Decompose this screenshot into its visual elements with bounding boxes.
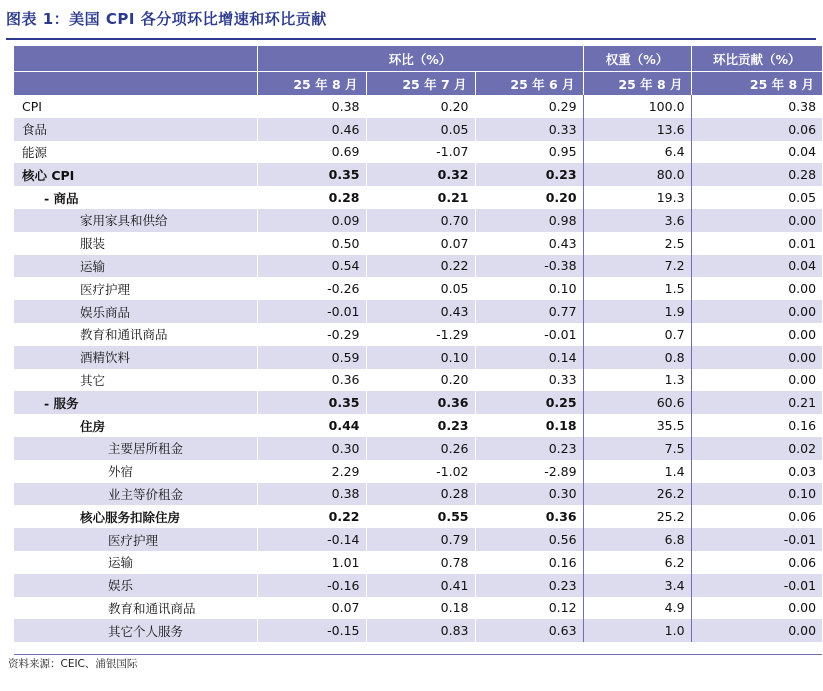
row-value: 100.0 — [583, 95, 691, 118]
row-value: 0.56 — [475, 528, 583, 551]
table-row — [14, 300, 822, 323]
row-value: 0.21 — [691, 391, 822, 414]
row-label: 服装 — [14, 232, 257, 255]
row-value: 0.33 — [475, 118, 583, 141]
row-label: 酒精饮料 — [14, 346, 257, 369]
table-row — [14, 437, 822, 460]
row-value: 0.20 — [475, 186, 583, 209]
row-label: 其它 — [14, 369, 257, 392]
row-label: 运输 — [14, 551, 257, 574]
row-value: 0.32 — [366, 163, 475, 186]
row-label: 主要居所租金 — [14, 437, 257, 460]
row-label: - 服务 — [14, 391, 257, 414]
row-value: 0.41 — [366, 574, 475, 597]
row-value: 4.9 — [583, 597, 691, 620]
row-value: 1.3 — [583, 369, 691, 392]
row-value: 0.07 — [366, 232, 475, 255]
row-value: 1.0 — [583, 619, 691, 642]
row-label: 外宿 — [14, 460, 257, 483]
row-value: 0.23 — [366, 414, 475, 437]
row-value: 80.0 — [583, 163, 691, 186]
header-weight-group: 权重（%） — [583, 46, 691, 72]
row-value: -1.29 — [366, 323, 475, 346]
table-row — [14, 95, 822, 118]
row-value: 3.4 — [583, 574, 691, 597]
row-value: 0.01 — [691, 232, 822, 255]
row-value: 0.70 — [366, 209, 475, 232]
row-value: 0.12 — [475, 597, 583, 620]
row-value: 0.8 — [583, 346, 691, 369]
row-value: 0.63 — [475, 619, 583, 642]
row-value: 1.4 — [583, 460, 691, 483]
table-row — [14, 460, 822, 483]
row-value: 0.50 — [257, 232, 366, 255]
row-value: 0.79 — [366, 528, 475, 551]
header-col-weight-aug: 25 年 8 月 — [583, 72, 691, 96]
row-value: 0.69 — [257, 141, 366, 164]
row-value: 0.38 — [691, 95, 822, 118]
row-value: 0.14 — [475, 346, 583, 369]
row-value: -0.29 — [257, 323, 366, 346]
row-label: 医疗护理 — [14, 528, 257, 551]
row-value: 19.3 — [583, 186, 691, 209]
figure-title: 图表 1：美国 CPI 各分项环比增速和环比贡献 — [6, 10, 327, 28]
row-value: 13.6 — [583, 118, 691, 141]
row-value: -2.89 — [475, 460, 583, 483]
table-row — [14, 232, 822, 255]
row-value: 26.2 — [583, 483, 691, 506]
row-label: 业主等价租金 — [14, 483, 257, 506]
row-value: 0.04 — [691, 141, 822, 164]
row-value: 0.98 — [475, 209, 583, 232]
row-label: - 商品 — [14, 186, 257, 209]
row-value: 0.07 — [257, 597, 366, 620]
row-value: 0.00 — [691, 369, 822, 392]
row-value: 0.00 — [691, 346, 822, 369]
row-value: 0.00 — [691, 323, 822, 346]
table-row — [14, 369, 822, 392]
row-label: 教育和通讯商品 — [14, 323, 257, 346]
row-value: 7.5 — [583, 437, 691, 460]
row-value: 0.43 — [475, 232, 583, 255]
row-value: 0.38 — [257, 483, 366, 506]
row-value: 6.2 — [583, 551, 691, 574]
row-value: 0.21 — [366, 186, 475, 209]
row-value: 6.8 — [583, 528, 691, 551]
row-label: 娱乐 — [14, 574, 257, 597]
row-value: -1.02 — [366, 460, 475, 483]
table-row — [14, 574, 822, 597]
row-value: 0.16 — [691, 414, 822, 437]
row-label: 核心 CPI — [14, 163, 257, 186]
table-row — [14, 483, 822, 506]
row-value: 0.28 — [257, 186, 366, 209]
source-note: 资料来源：CEIC、浦银国际 — [8, 658, 138, 670]
row-value: 0.00 — [691, 619, 822, 642]
header-sub-blank — [14, 72, 257, 96]
row-value: 0.59 — [257, 346, 366, 369]
row-value: 0.54 — [257, 255, 366, 278]
row-value: 0.44 — [257, 414, 366, 437]
row-label: 住房 — [14, 414, 257, 437]
title-rule — [6, 38, 816, 40]
row-value: 1.5 — [583, 277, 691, 300]
table-row — [14, 505, 822, 528]
table-row — [14, 619, 822, 642]
row-value: 0.05 — [691, 186, 822, 209]
row-value: 1.01 — [257, 551, 366, 574]
row-value: 0.7 — [583, 323, 691, 346]
row-value: 0.36 — [366, 391, 475, 414]
table-row — [14, 551, 822, 574]
row-value: 2.5 — [583, 232, 691, 255]
table-body — [14, 95, 822, 642]
row-value: 0.78 — [366, 551, 475, 574]
row-value: 0.00 — [691, 300, 822, 323]
table-row — [14, 209, 822, 232]
table-row — [14, 597, 822, 620]
row-value: 0.33 — [475, 369, 583, 392]
header-col-jun: 25 年 6 月 — [475, 72, 583, 96]
row-value: 0.38 — [257, 95, 366, 118]
row-label: 运输 — [14, 255, 257, 278]
row-value: -0.26 — [257, 277, 366, 300]
row-value: 0.28 — [366, 483, 475, 506]
row-value: 0.09 — [257, 209, 366, 232]
header-blank — [14, 46, 257, 72]
row-value: 0.16 — [475, 551, 583, 574]
row-value: 0.36 — [475, 505, 583, 528]
row-value: 0.06 — [691, 505, 822, 528]
row-value: 0.35 — [257, 163, 366, 186]
bottom-rule — [14, 654, 822, 655]
row-label: 其它个人服务 — [14, 619, 257, 642]
row-value: 0.46 — [257, 118, 366, 141]
row-value: -0.15 — [257, 619, 366, 642]
row-value: 0.22 — [366, 255, 475, 278]
header-col-aug: 25 年 8 月 — [257, 72, 366, 96]
row-label: 核心服务扣除住房 — [14, 505, 257, 528]
row-value: 0.23 — [475, 437, 583, 460]
row-value: 0.10 — [691, 483, 822, 506]
row-value: 0.95 — [475, 141, 583, 164]
row-value: 0.23 — [475, 163, 583, 186]
row-value: -0.01 — [691, 574, 822, 597]
row-value: 0.20 — [366, 95, 475, 118]
table-row — [14, 391, 822, 414]
table-row — [14, 118, 822, 141]
row-value: 2.29 — [257, 460, 366, 483]
row-value: 3.6 — [583, 209, 691, 232]
row-value: -1.07 — [366, 141, 475, 164]
row-value: 25.2 — [583, 505, 691, 528]
table-row — [14, 414, 822, 437]
header-mom-group: 环比（%） — [257, 46, 583, 72]
row-value: 0.26 — [366, 437, 475, 460]
table-row — [14, 346, 822, 369]
row-value: 0.43 — [366, 300, 475, 323]
row-value: 0.29 — [475, 95, 583, 118]
row-value: 0.06 — [691, 551, 822, 574]
header-col-jul: 25 年 7 月 — [366, 72, 475, 96]
row-label: 教育和通讯商品 — [14, 597, 257, 620]
table-row — [14, 277, 822, 300]
row-value: 0.10 — [475, 277, 583, 300]
row-value: 0.28 — [691, 163, 822, 186]
row-value: 0.00 — [691, 209, 822, 232]
table-row — [14, 323, 822, 346]
row-value: 0.77 — [475, 300, 583, 323]
row-label: 医疗护理 — [14, 277, 257, 300]
row-value: 0.22 — [257, 505, 366, 528]
row-value: 0.18 — [366, 597, 475, 620]
row-value: 0.83 — [366, 619, 475, 642]
row-value: 0.04 — [691, 255, 822, 278]
row-value: 0.03 — [691, 460, 822, 483]
row-value: 0.00 — [691, 277, 822, 300]
row-value: 0.30 — [257, 437, 366, 460]
row-value: -0.14 — [257, 528, 366, 551]
row-value: 60.6 — [583, 391, 691, 414]
table-row — [14, 141, 822, 164]
row-value: 1.9 — [583, 300, 691, 323]
row-value: 0.18 — [475, 414, 583, 437]
header-contribution-group: 环比贡献（%） — [691, 46, 822, 72]
row-value: -0.16 — [257, 574, 366, 597]
row-label: 能源 — [14, 141, 257, 164]
row-value: 0.20 — [366, 369, 475, 392]
table-row — [14, 255, 822, 278]
row-value: 0.00 — [691, 597, 822, 620]
row-value: -0.01 — [257, 300, 366, 323]
row-value: 0.10 — [366, 346, 475, 369]
table-row — [14, 528, 822, 551]
row-label: CPI — [14, 95, 257, 118]
header-col-contrib-aug: 25 年 8 月 — [691, 72, 822, 96]
row-value: -0.01 — [475, 323, 583, 346]
row-value: 7.2 — [583, 255, 691, 278]
table-row — [14, 186, 822, 209]
row-value: -0.01 — [691, 528, 822, 551]
row-label: 家用家具和供给 — [14, 209, 257, 232]
row-value: 35.5 — [583, 414, 691, 437]
row-value: 0.06 — [691, 118, 822, 141]
row-value: -0.38 — [475, 255, 583, 278]
row-label: 食品 — [14, 118, 257, 141]
row-value: 0.36 — [257, 369, 366, 392]
row-value: 0.05 — [366, 118, 475, 141]
row-value: 0.55 — [366, 505, 475, 528]
row-value: 0.05 — [366, 277, 475, 300]
row-value: 6.4 — [583, 141, 691, 164]
row-value: 0.30 — [475, 483, 583, 506]
row-value: 0.02 — [691, 437, 822, 460]
row-value: 0.35 — [257, 391, 366, 414]
row-label: 娱乐商品 — [14, 300, 257, 323]
row-value: 0.25 — [475, 391, 583, 414]
table-row — [14, 163, 822, 186]
cpi-table — [14, 46, 822, 642]
row-value: 0.23 — [475, 574, 583, 597]
